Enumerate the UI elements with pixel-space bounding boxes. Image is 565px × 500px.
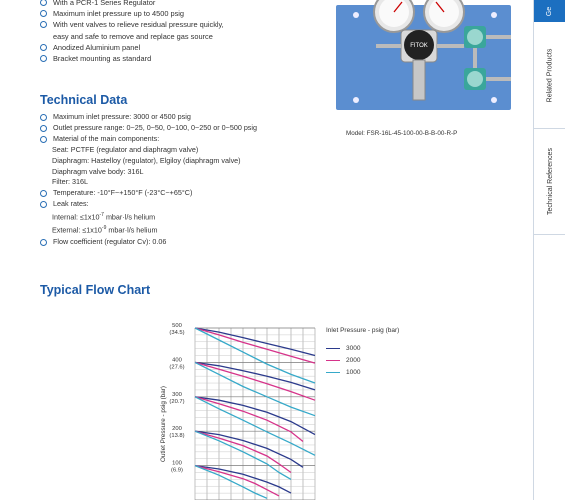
y-tick-label: 100 bbox=[172, 460, 182, 467]
y-tick-label-bar: (20.7) bbox=[169, 398, 185, 405]
tech-item: Outlet pressure range: 0~25, 0~50, 0~100, 0~250 or 0~500 psig bbox=[40, 123, 340, 134]
tab-related-products[interactable]: Related Products bbox=[546, 48, 554, 102]
tab-technical-references[interactable]: Technical References bbox=[546, 148, 554, 215]
feature-item: Maximum inlet pressure up to 4500 psig bbox=[40, 8, 340, 19]
model-caption: Model: FSR-16L-45-100-00-B-B-00-R-P bbox=[346, 130, 458, 137]
y-tick-label: 200 bbox=[172, 426, 182, 433]
tech-item: Maximum inlet pressure: 3000 or 4500 psig bbox=[40, 112, 340, 123]
material-line: Diaphragm valve body: 316L bbox=[52, 166, 144, 176]
y-axis-label: Outlet Pressure - psig (bar) bbox=[160, 386, 167, 462]
feature-item: With vent valves to relieve residual pressure quickly, easy and safe to remove and replace gas source bbox=[40, 19, 340, 41]
y-tick-label: 300 bbox=[172, 391, 182, 398]
flow-chart-heading: Typical Flow Chart bbox=[40, 283, 151, 297]
leak-external: External: $\le 1x10^{-9}$ mbar·l/s helium bbox=[52, 225, 158, 235]
material-line: Seat: PCTFE (regulator and diaphragm valve) bbox=[52, 144, 199, 154]
feature-item: With a PCR-1 Series Regulator bbox=[40, 0, 340, 8]
leak-internal: Internal: $\le 1x10^{-7}$ mbar·l/s helium bbox=[52, 212, 156, 222]
legend-item-2000: 2000 bbox=[326, 357, 360, 364]
legend-item-3000: 3000 bbox=[326, 345, 360, 352]
y-tick-label-bar: (13.8) bbox=[169, 433, 185, 440]
y-tick-label-bar: (6.9) bbox=[171, 467, 183, 474]
y-tick-label: 400 bbox=[172, 357, 182, 364]
tech-item: Temperature: -10°F~+150°F (-23°C~+65°C) bbox=[40, 188, 340, 199]
legend-item-1000: 1000 bbox=[326, 369, 360, 376]
tech-item: Leak rates: bbox=[40, 199, 340, 210]
y-tick-label-bar: (27.6) bbox=[169, 364, 185, 371]
material-line: Diaphragm: Hastelloy (regulator), Elgiloy (diaphragm valve) bbox=[52, 155, 241, 165]
feature-item: Bracket mounting as standard bbox=[40, 53, 340, 64]
legend-swatch bbox=[326, 372, 340, 374]
y-tick-label-bar: (34.5) bbox=[169, 330, 185, 336]
series-line-3000 bbox=[195, 431, 303, 467]
legend-swatch bbox=[326, 360, 340, 362]
legend-title: Inlet Pressure - psig (bar) bbox=[326, 327, 400, 334]
feature-item: Anodized Aluminium panel bbox=[40, 42, 340, 53]
tab-general[interactable]: Ge bbox=[534, 0, 565, 22]
technical-data-heading: Technical Data bbox=[40, 93, 128, 107]
tech-item: Flow coefficient (regulator Cv): 0.06 bbox=[40, 237, 340, 248]
legend-swatch bbox=[326, 348, 340, 350]
y-tick-label: 500 bbox=[172, 323, 182, 329]
material-line: Filter: 316L bbox=[52, 177, 88, 187]
tech-item: Material of the main components: bbox=[40, 134, 340, 145]
svg-text:FITOK: FITOK bbox=[410, 43, 428, 49]
